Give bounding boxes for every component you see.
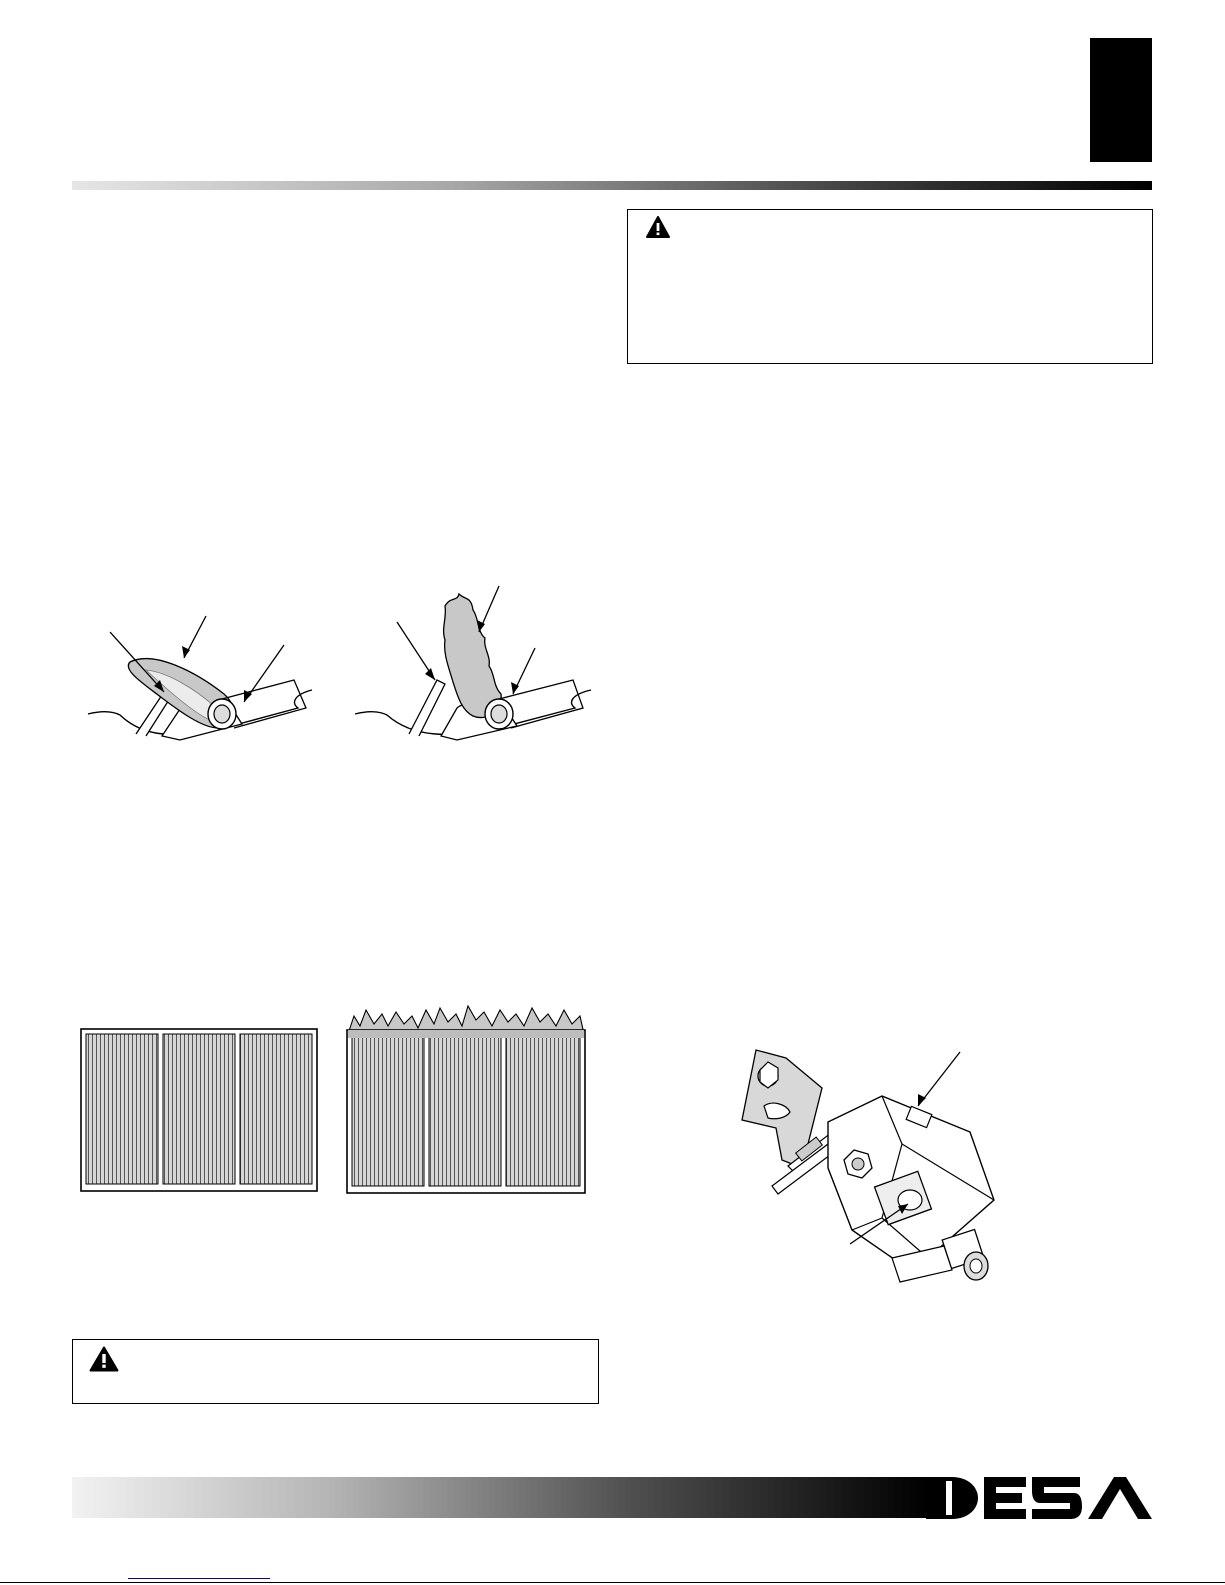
warning-box-top <box>627 209 1153 364</box>
link-underline[interactable] <box>128 1578 270 1579</box>
warning-box-bottom <box>72 1339 599 1404</box>
footer-bar <box>72 1477 928 1518</box>
control-valve-illustration <box>732 1048 1032 1298</box>
pilot-flame-incorrect-illustration <box>353 582 601 780</box>
pilot-flame-correct-illustration <box>84 610 324 780</box>
desa-logo <box>924 1475 1154 1521</box>
header-rule <box>72 181 1152 190</box>
burner-plaque-correct-illustration <box>80 1028 318 1192</box>
svg-text:DESA: DESA <box>924 1475 927 1476</box>
warning-triangle-icon <box>89 1346 119 1372</box>
section-tab-marker <box>1090 38 1152 162</box>
burner-plaque-incorrect-illustration <box>346 1004 586 1194</box>
footer-rule <box>0 1582 1225 1583</box>
warning-triangle-icon <box>646 216 670 238</box>
